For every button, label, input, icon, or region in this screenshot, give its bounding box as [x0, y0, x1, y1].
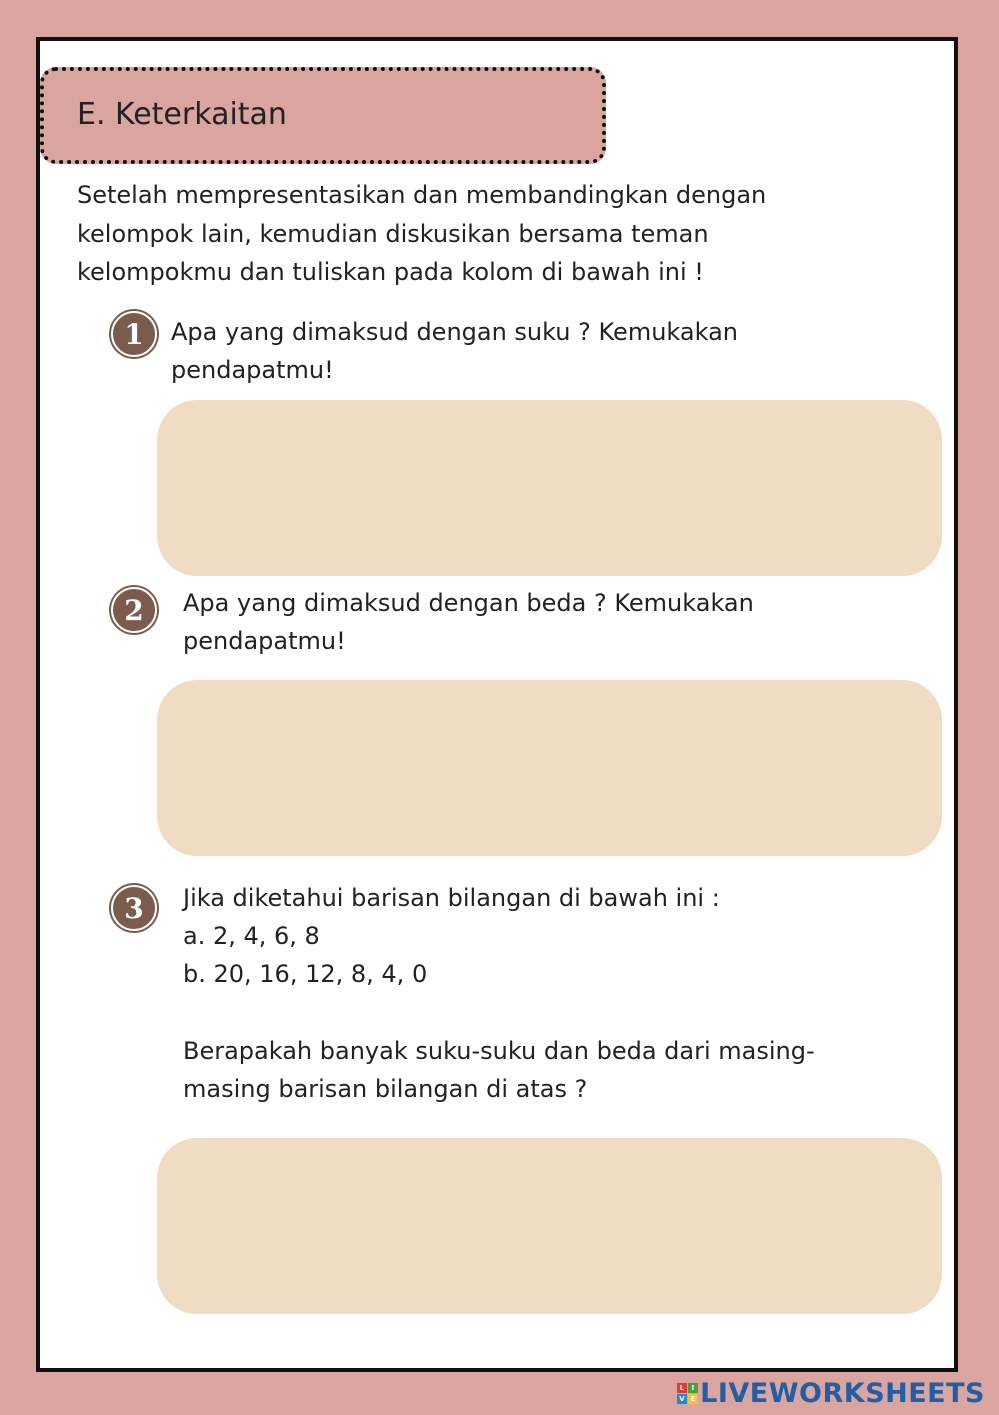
- logo-letter: L: [677, 1383, 687, 1393]
- question-line: Jika diketahui barisan bilangan di bawah ini :: [183, 884, 720, 912]
- question-3-text: [183, 879, 720, 993]
- question-line: Apa yang dimaksud dengan suku ? Kemukakan: [171, 318, 738, 346]
- intro-line: kelompokmu dan tuliskan pada kolom di bawah ini !: [77, 258, 704, 286]
- question-line: pendapatmu!: [183, 627, 346, 655]
- question-line: Berapakah banyak suku-suku dan beda dari masing-: [183, 1037, 815, 1065]
- logo-letter: E: [688, 1394, 698, 1404]
- answer-box-3[interactable]: [157, 1138, 942, 1314]
- intro-line: kelompok lain, kemudian diskusikan bersama teman: [77, 219, 709, 248]
- question-line: masing barisan bilangan di atas ?: [183, 1075, 588, 1103]
- logo-letter: V: [677, 1394, 687, 1404]
- section-title: E. Keterkaitan: [77, 97, 287, 132]
- sequence-b: b. 20, 16, 12, 8, 4, 0: [183, 960, 428, 988]
- question-line: Apa yang dimaksud dengan beda ? Kemukakan: [183, 589, 754, 617]
- answer-box-2[interactable]: [157, 680, 942, 856]
- watermark-text: LIVEWORKSHEETS: [700, 1377, 985, 1409]
- question-3-followup: [183, 1032, 815, 1108]
- liveworksheets-logo-icon: [677, 1383, 698, 1404]
- intro-paragraph: [77, 176, 837, 292]
- question-2-text: [183, 584, 754, 660]
- intro-line: Setelah mempresentasikan dan membandingkan dengan: [77, 181, 767, 209]
- question-1-text: [171, 313, 738, 389]
- logo-letter: I: [688, 1383, 698, 1393]
- question-number-badge: 1: [111, 311, 157, 357]
- answer-box-1[interactable]: [157, 400, 942, 576]
- question-number-badge: 2: [111, 587, 157, 633]
- question-line: pendapatmu!: [171, 356, 334, 384]
- question-number-badge: 3: [111, 885, 157, 931]
- liveworksheets-watermark: [677, 1374, 985, 1412]
- sequence-a: a. 2, 4, 6, 8: [183, 922, 320, 950]
